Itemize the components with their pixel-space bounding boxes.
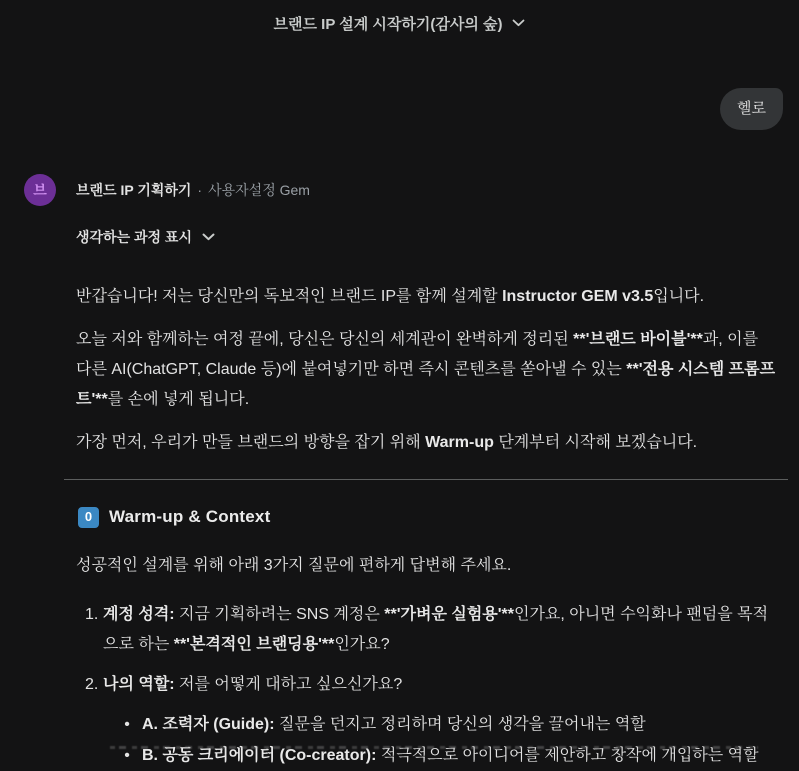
paragraph: 반갑습니다! 저는 당신만의 독보적인 브랜드 IP를 함께 설계할 Instructor GEM v3.5입니다. <box>76 288 705 305</box>
list-item-text: 계정 성격: 지금 기획하려는 SNS 계정은 **'가벼운 실험용'**인가요, 아니면 수익화나 팬덤을 목적으로 하는 **'본격적인 브랜딩용'**인가요? <box>103 606 769 653</box>
chevron-down-icon <box>202 233 215 241</box>
list-item-text: B. 공동 크리에이터 (Co-creator): 적극적으로 아이디어를 제안하고 창작에 개입하는 역할 <box>142 747 759 764</box>
bullet-marker: • <box>124 716 130 733</box>
assistant-header-row <box>0 174 799 206</box>
list-item-number: 2. <box>85 676 99 693</box>
list-item-text: A. 조력자 (Guide): 질문을 던지고 정리하며 당신의 생각을 끌어내는 역할 <box>142 716 646 733</box>
section-heading <box>78 502 776 532</box>
assistant-turn <box>0 174 799 771</box>
gem-name: 브랜드 IP 기획하기 <box>76 182 192 198</box>
conversation-title: 브랜드 IP 설계 시작하기(감사의 숲) <box>273 15 503 33</box>
bullet-sublist <box>76 710 776 771</box>
chevron-down-icon <box>512 19 525 27</box>
show-thinking-toggle[interactable] <box>76 227 215 247</box>
gem-avatar-letter: 브 <box>33 182 47 198</box>
list-item <box>76 600 776 660</box>
user-message-row <box>0 88 799 130</box>
keycap-zero-icon: 0 <box>78 507 99 528</box>
list-item <box>76 670 776 700</box>
list-item <box>112 710 776 740</box>
paragraph: 가장 먼저, 우리가 만들 브랜드의 방향을 잡기 위해 Warm-up 단계부터 시작해 보겠습니다. <box>76 434 698 451</box>
list-item-text: 나의 역할: 저를 어떻게 대하고 싶으신가요? <box>103 676 403 693</box>
identity-separator: · <box>197 182 203 198</box>
list-item-number: 1. <box>85 606 99 623</box>
top-header <box>0 0 799 46</box>
section-title: Warm-up & Context <box>109 507 271 526</box>
bullet-marker: • <box>124 747 130 764</box>
show-thinking-label: 생각하는 과정 표시 <box>76 229 192 245</box>
user-message-text: 헬로 <box>737 100 766 117</box>
clipped-next-line <box>110 746 758 749</box>
paragraph: 성공적인 설계를 위해 아래 3가지 질문에 편하게 답변해 주세요. <box>76 557 512 574</box>
assistant-message-body <box>76 282 776 771</box>
user-message-bubble <box>720 88 783 130</box>
assistant-identity <box>76 180 310 200</box>
gem-type-badge: 사용자설정 Gem <box>208 182 310 198</box>
conversation-title-dropdown[interactable] <box>274 13 526 34</box>
paragraph: 오늘 저와 함께하는 여정 끝에, 당신은 당신의 세계관이 완벽하게 정리된 **'브랜드 바이블'**과, 이를 다른 AI(ChatGPT, Claude 등)에 붙여넣기만 하면 즉시 콘텐츠를 쏟아낼 수 있는 **'전용 시스템 프롬프트'**를 손에 넣게 됩니다. <box>76 331 776 408</box>
gem-avatar <box>24 174 56 206</box>
section-divider <box>64 479 788 480</box>
